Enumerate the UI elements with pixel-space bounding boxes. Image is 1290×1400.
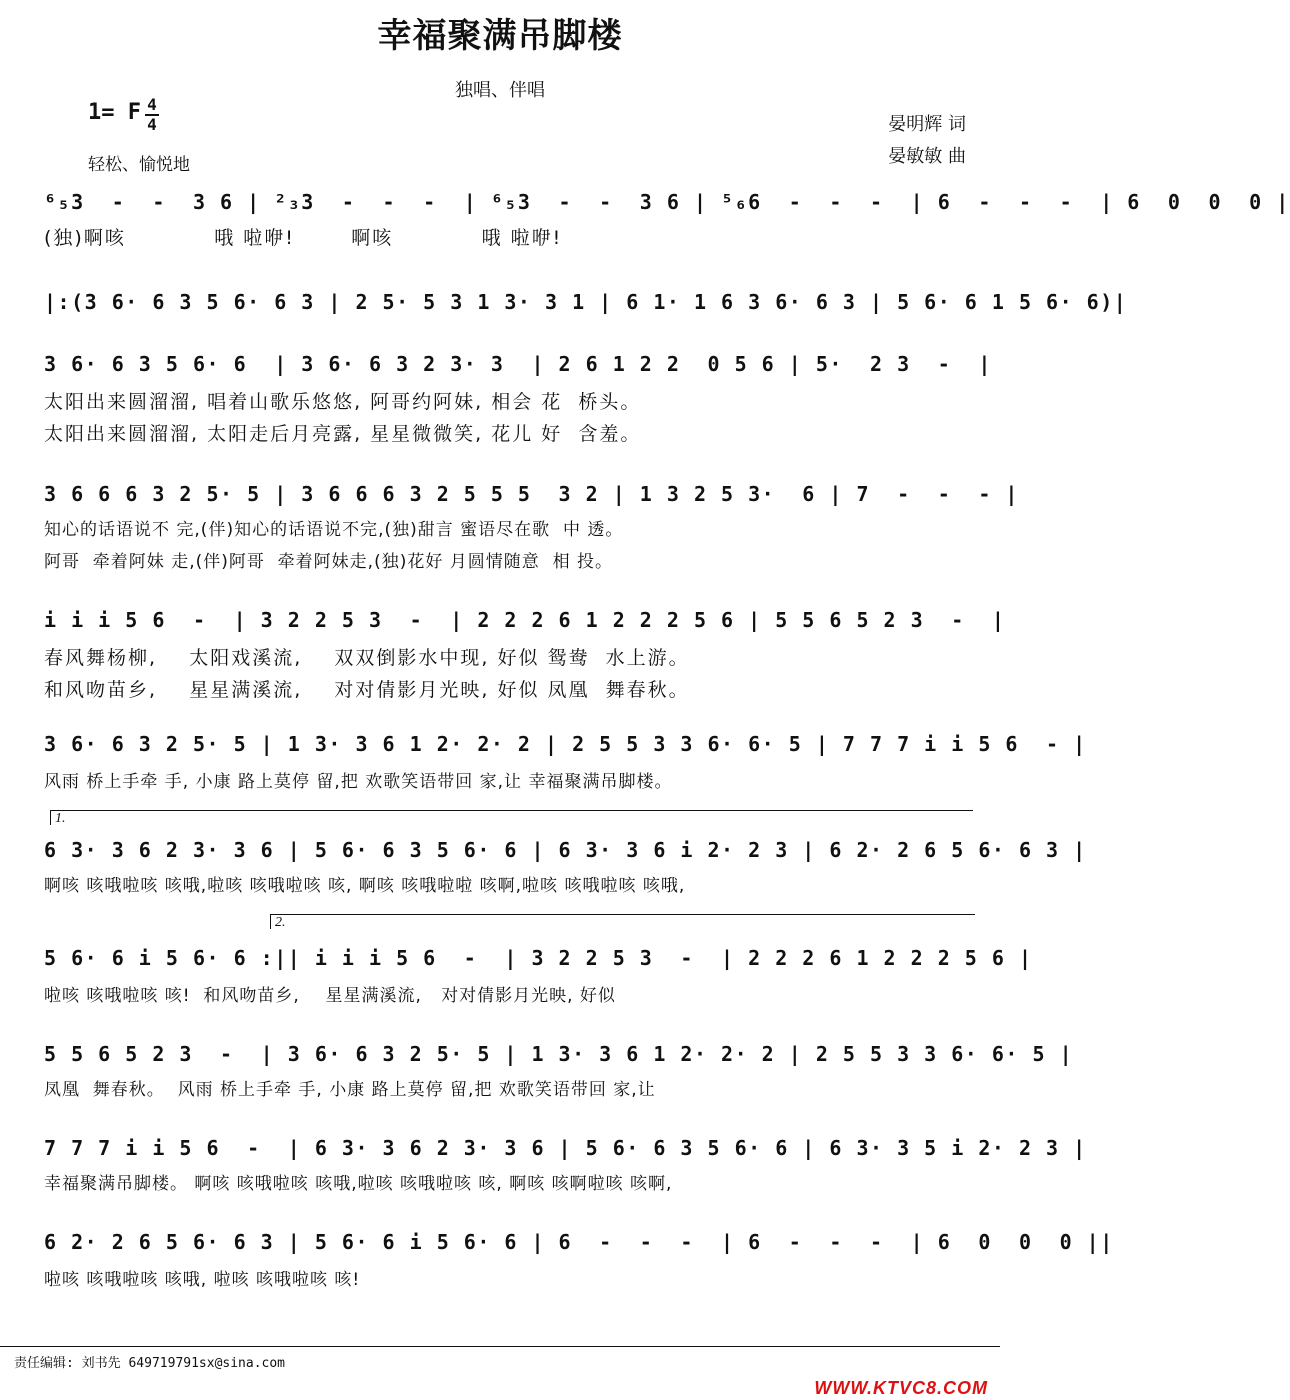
score-line-chorus-4: 7 7 7 i i 5 6 - | 6 3· 3 6 2 3· 3 6 | 5 6· 6 3 5 6· 6 | 6 3· 3 5 i 2· 2 3 |	[44, 1136, 1087, 1160]
score-line-chorus-3: 5 5 6 5 2 3 - | 3 6· 6 3 2 5· 5 | 1 3· 3 6 1 2· 2· 2 | 2 5 5 3 3 6· 6· 5 |	[44, 1042, 1074, 1066]
lyricist-credit: 晏明辉 词	[888, 114, 966, 135]
site-watermark: WWW.KTVC8.COM	[814, 1378, 988, 1398]
volta-second-ending: 2.	[270, 914, 975, 929]
lyric-line-chorus-3: 凤凰 舞春秋。 风雨 桥上手牵 手, 小康 路上莫停 留,把 欢歌笑语带回 家,让	[44, 1080, 656, 1100]
score-line-chorus-2: 5 6· 6 i 5 6· 6 :|| i i i 5 6 - | 3 2 2 5 3 - | 2 2 2 6 1 2 2 2 5 6 |	[44, 946, 1033, 970]
lyric-line-verse-3a: 春风舞杨柳, 太阳戏溪流, 双双倒影水中现, 好似 鸳鸯 水上游。	[44, 647, 690, 669]
time-signature-top: 4	[147, 95, 157, 114]
lyric-line-chorus-4: 幸福聚满吊脚楼。 啊咳 咳哦啦咳 咳哦,啦咳 咳哦啦咳 咳, 啊咳 咳啊啦咳 咳啊,	[44, 1174, 673, 1194]
composer-credit: 晏敏敏 曲	[888, 146, 966, 167]
lyric-line-verse-1b: 太阳出来圆溜溜, 太阳走后月亮露, 星星微微笑, 花儿 好 含羞。	[44, 423, 642, 445]
performance-type: 独唱、伴唱	[455, 80, 545, 101]
editor-credit: 责任编辑: 刘书先 649719791sx@sina.com	[14, 1356, 286, 1371]
song-title: 幸福聚满吊脚楼	[377, 16, 623, 56]
score-line-verse-2: 3 6 6 6 3 2 5· 5 | 3 6 6 6 3 2 5 5 5 3 2 | 1 3 2 5 3· 6 | 7 - - - |	[44, 482, 1019, 506]
lyric-line-verse-2a: 知心的话语说不 完,(伴)知心的话语说不完,(独)甜言 蜜语尽在歌 中 透。	[44, 520, 624, 540]
footer-divider	[0, 1346, 1000, 1347]
time-signature	[145, 96, 159, 134]
lyric-line-chorus-2: 啦咳 咳哦啦咳 咳! 和风吻苗乡, 星星满溪流, 对对倩影月光映, 好似	[44, 986, 616, 1006]
score-line-verse-1: 3 6· 6 3 5 6· 6 | 3 6· 6 3 2 3· 3 | 2 6 1 2 2 0 5 6 | 5· 2 3 - |	[44, 352, 992, 376]
lyric-line-chorus-1: 啊咳 咳哦啦咳 咳哦,啦咳 咳哦啦咳 咳, 啊咳 咳哦啦啦 咳啊,啦咳 咳哦啦咳 咳哦,	[44, 876, 686, 896]
score-line-intro: ⁶₅3 - - 3 6 | ²₃3 - - - | ⁶₅3 - - 3 6 | ⁵₆6 - - - | 6 - - - | 6 0 0 0 |	[44, 190, 1290, 214]
score-line-interlude: |:(3 6· 6 3 5 6· 6 3 | 2 5· 5 3 1 3· 3 1 | 6 1· 1 6 3 6· 6 3 | 5 6· 6 1 5 6· 6)|	[44, 290, 1128, 314]
lyric-line-verse-2b: 阿哥 牵着阿妹 走,(伴)阿哥 牵着阿妹走,(独)花好 月圆情随意 相 投。	[44, 552, 613, 572]
key-signature: 1= F	[88, 100, 141, 125]
score-line-verse-4: 3 6· 6 3 2 5· 5 | 1 3· 3 6 1 2· 2· 2 | 2 5 5 3 3 6· 6· 5 | 7 7 7 i i 5 6 - |	[44, 732, 1087, 756]
tempo-marking: 轻松、愉悦地	[88, 155, 190, 175]
score-line-ending: 6 2· 2 6 5 6· 6 3 | 5 6· 6 i 5 6· 6 | 6 - - - | 6 - - - | 6 0 0 0 ||	[44, 1230, 1114, 1254]
volta-first-ending: 1.	[50, 810, 973, 825]
lyric-line-intro: (独)啊咳 哦 啦咿! 啊咳 哦 啦咿!	[44, 227, 563, 249]
score-line-chorus-1: 6 3· 3 6 2 3· 3 6 | 5 6· 6 3 5 6· 6 | 6 3· 3 6 i 2· 2 3 | 6 2· 2 6 5 6· 6 3 |	[44, 838, 1087, 862]
lyric-line-ending: 啦咳 咳哦啦咳 咳哦, 啦咳 咳哦啦咳 咳!	[44, 1270, 361, 1290]
time-signature-bottom: 4	[147, 115, 157, 134]
lyric-line-verse-3b: 和风吻苗乡, 星星满溪流, 对对倩影月光映, 好似 凤凰 舞春秋。	[44, 679, 690, 701]
lyric-line-verse-1a: 太阳出来圆溜溜, 唱着山歌乐悠悠, 阿哥约阿妹, 相会 花 桥头。	[44, 391, 642, 413]
score-line-verse-3: i i i 5 6 - | 3 2 2 5 3 - | 2 2 2 6 1 2 2 2 5 6 | 5 5 6 5 2 3 - |	[44, 608, 1006, 632]
lyric-line-verse-4: 风雨 桥上手牵 手, 小康 路上莫停 留,把 欢歌笑语带回 家,让 幸福聚满吊脚楼。	[44, 772, 673, 792]
